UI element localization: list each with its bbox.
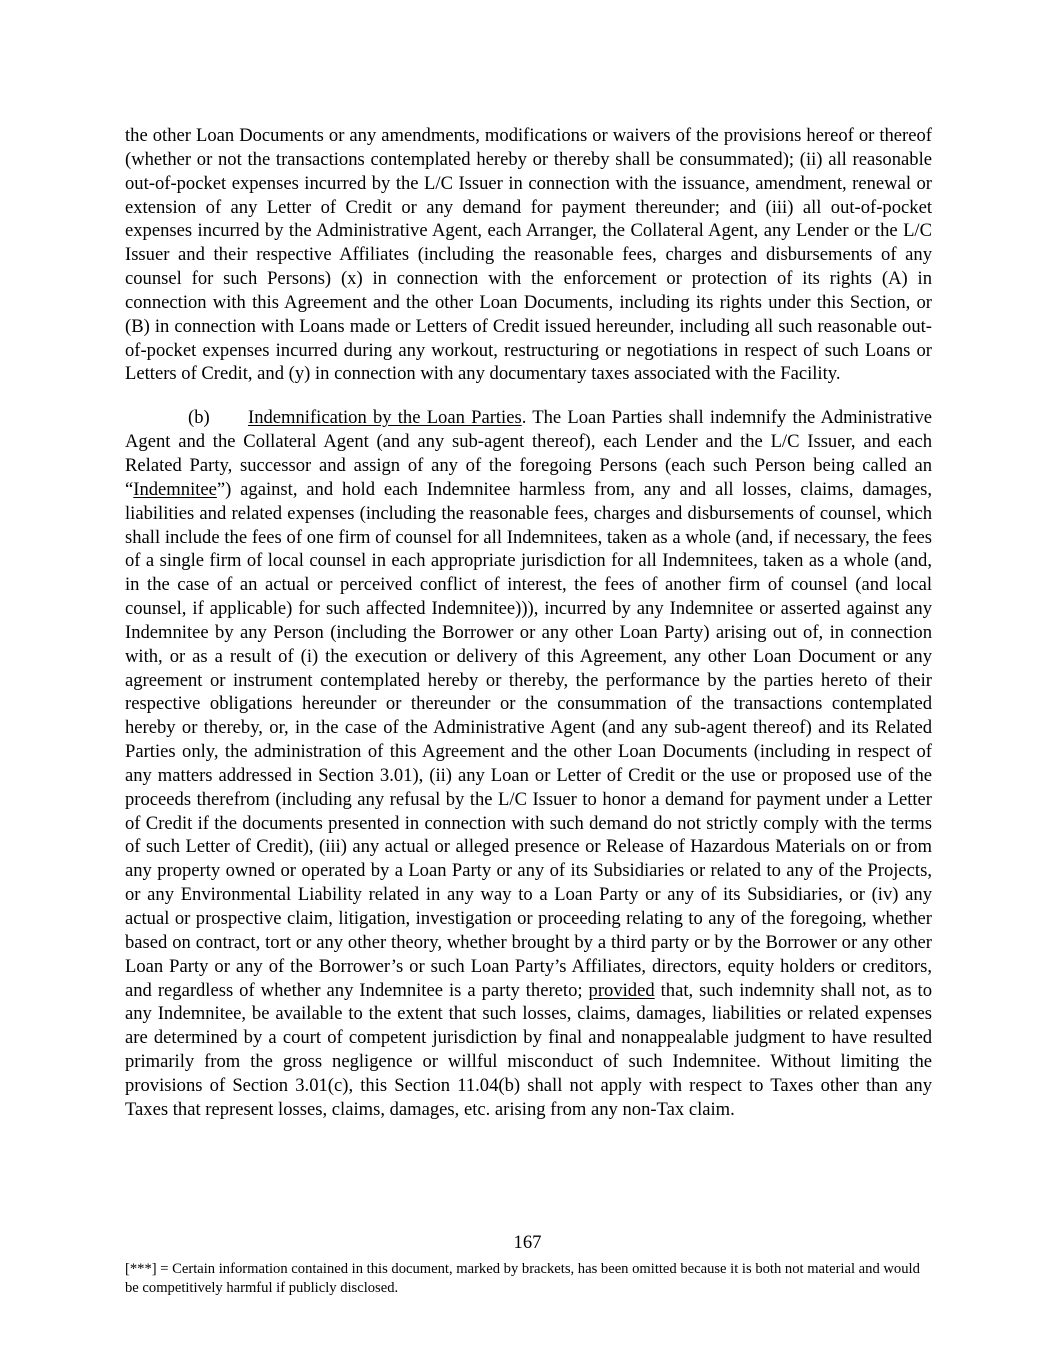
paragraph-b-text-1: . The Loan Parties shall indemnify the Administrative Agent and the Collateral Agent (and any sub-agent thereof), each Lender and the L/C Issuer, and each Related Party, successor and assign of any of the foregoing Persons (each such Person being called an “ bbox=[125, 407, 932, 500]
paragraph-b-text-2: ”) against, and hold each Indemnitee harmless from, any and all losses, claims, damages, liabilities and related expenses (including the reasonable fees, charges and disbursements of counsel, which shall include the fees of one firm of counsel for all Indemnitees, taken as a whole (and, if necessary, the fees of a single firm of local counsel in each appropriate jurisdiction for all Indemnitees, taken as a whole (and, in the case of an actual or perceived conflict of interest, the fees of another firm of counsel (and local counsel, if applicable) for such affected Indemnitee))), incurred by any Indemnitee or asserted against any Indemnitee by any Person (including the Borrower or any other Loan Party) arising out of, in connection with, or as a result of (i) the execution or delivery of this Agreement, any other Loan Document or any agreement or instrument contemplated hereby or thereby, the performance by the parties hereto of their respective obligations hereunder or thereunder or the consummation of the transactions contemplated hereby or thereby, or, in the case of the Administrative Agent (and any sub-agent thereof) and its Related Parties only, the administration of this Agreement and the other Loan Documents (including in respect of any matters addressed in Section 3.01), (ii) any Loan or Letter of Credit or the use or proposed use of the proceeds therefrom (including any refusal by the L/C Issuer to honor a demand for payment under a Letter of Credit if the documents presented in connection with such demand do not strictly comply with the terms of such Letter of Credit), (iii) any actual or alleged presence or Release of Hazardous Materials on or from any property owned or operated by a Loan Party or any of its Subsidiaries or related to any of the Projects, or any Environmental Liability related in any way to a Loan Party or any of its Subsidiaries, or (iv) any actual or prospective claim, litigation, investigation or proceeding relating to any of the foregoing, whether based on contract, tort or any other theory, whether brought by a third party or by the Borrower or any other Loan Party or any of the Borrower’s or such Loan Party’s Affiliates, directors, equity holders or creditors, and regardless of whether any Indemnitee is a party thereto; bbox=[125, 478, 932, 1001]
defined-term-indemnitee: Indemnitee bbox=[133, 478, 217, 500]
confidentiality-footnote: [***] = Certain information contained in this document, marked by brackets, has been omitted because it is both not material and would be competitively harmful if publicly disclosed. bbox=[125, 1261, 920, 1296]
paragraph-b-label: (b) bbox=[188, 407, 210, 429]
paragraph-b bbox=[125, 406, 932, 1121]
page-number: 167 bbox=[513, 1232, 542, 1253]
paragraph-b-text-3: that, such indemnity shall not, as to any Indemnitee, be available to the extent that such losses, claims, damages, liabilities or related expenses are determined by a court of competent jurisdiction by final and nonappealable judgment to have resulted primarily from the gross negligence or willful misconduct of such Indemnitee. Without limiting the provisions of Section 3.01(c), this Section 11.04(b) shall not apply with respect to Taxes other than any Taxes that represent losses, claims, damages, etc. arising from any non-Tax claim. bbox=[125, 979, 932, 1120]
proviso-term: provided bbox=[588, 979, 655, 1001]
paragraph-b-heading: Indemnification by the Loan Parties bbox=[248, 407, 522, 429]
paragraph-a-continuation: the other Loan Documents or any amendments, modifications or waivers of the provisions hereof or thereof (whether or not the transactions contemplated hereby or thereby shall be consummated); (ii) all reasonable out-of-pocket expenses incurred by the L/C Issuer in connection with the issuance, amendment, renewal or extension of any Letter of Credit or any demand for payment thereunder; and (iii) all out-of-pocket expenses incurred by the Administrative Agent, each Arranger, the Collateral Agent, any Lender or the L/C Issuer and their respective Affiliates (including the reasonable fees, charges and disbursements of any counsel for such Persons) (x) in connection with the enforcement or protection of its rights (A) in connection with this Agreement and the other Loan Documents, including its rights under this Section, or (B) in connection with Loans made or Letters of Credit issued hereunder, including all such reasonable out-of-pocket expenses incurred during any workout, restructuring or negotiations in respect of such Loans or Letters of Credit, and (y) in connection with any documentary taxes associated with the Facility. bbox=[125, 125, 932, 385]
document-body bbox=[125, 124, 932, 1122]
